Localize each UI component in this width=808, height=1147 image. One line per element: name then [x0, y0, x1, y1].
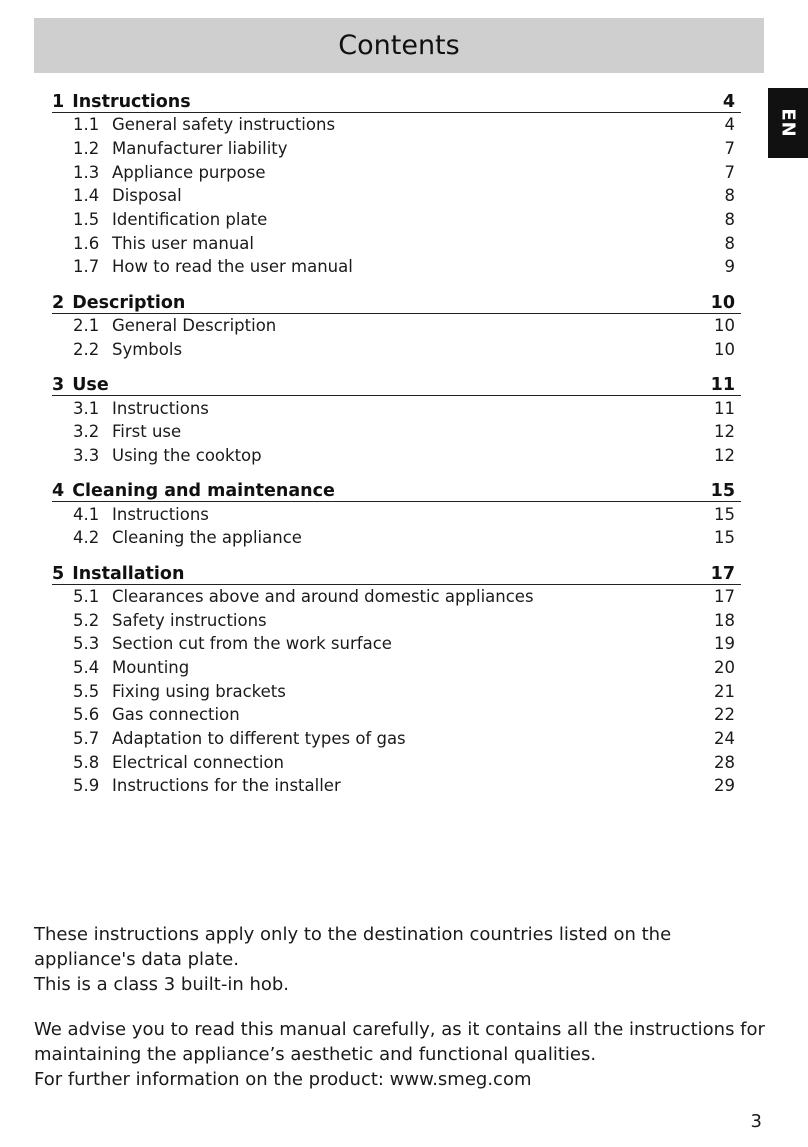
- toc-section-title: Installation: [72, 563, 185, 584]
- toc-item-row[interactable]: [52, 585, 741, 609]
- toc-item-number: 5.9: [73, 776, 100, 796]
- toc-item-title: Manufacturer liability: [112, 139, 288, 159]
- toc-item-number: 5.5: [73, 681, 100, 701]
- toc-item-page: 24: [714, 729, 735, 749]
- toc-item-page: 8: [724, 186, 735, 206]
- toc-section-row[interactable]: [52, 287, 741, 314]
- toc-item-number: 3.3: [73, 445, 100, 465]
- toc-item-page: 10: [714, 339, 735, 359]
- destination-note: These instructions apply only to the destination countries listed on the appliance's data plate.: [34, 924, 672, 970]
- toc-item-title: Instructions: [112, 398, 209, 418]
- toc-item-page: 15: [714, 504, 735, 524]
- toc-item-title: This user manual: [112, 233, 254, 253]
- language-label: EN: [777, 108, 799, 138]
- toc-item-number: 2.2: [73, 339, 100, 359]
- toc-item-title: Clearances above and around domestic appliances: [112, 586, 534, 606]
- toc-item-row[interactable]: [52, 750, 741, 774]
- toc-item-number: 3.1: [73, 398, 100, 418]
- toc-item-page: 21: [714, 681, 735, 701]
- toc-item-row[interactable]: [52, 679, 741, 703]
- toc-section-number: 2: [52, 292, 65, 313]
- toc-item-page: 15: [714, 528, 735, 548]
- toc-item-number: 4.1: [73, 504, 100, 524]
- toc-section-title: Instructions: [72, 92, 191, 112]
- page-title: Contents: [338, 30, 460, 61]
- toc-item-row[interactable]: [52, 338, 741, 362]
- toc-item-page: 9: [724, 257, 735, 277]
- toc-item-number: 1.4: [73, 186, 100, 206]
- page-number: 3: [750, 1111, 762, 1132]
- toc-item-title: Mounting: [112, 658, 190, 678]
- toc-item-title: Identification plate: [112, 210, 268, 230]
- toc-section-row[interactable]: [52, 86, 741, 113]
- toc-item-row[interactable]: [52, 774, 741, 798]
- toc-item-page: 10: [714, 316, 735, 336]
- toc-item-row[interactable]: [52, 208, 741, 232]
- toc-item-number: 1.7: [73, 257, 100, 277]
- toc-item-row[interactable]: [52, 160, 741, 184]
- toc-item-number: 2.1: [73, 316, 100, 336]
- toc-item-title: Electrical connection: [112, 752, 284, 772]
- toc-section-row[interactable]: [52, 558, 741, 585]
- toc-item-title: Cleaning the appliance: [112, 528, 302, 548]
- toc-section-page: 17: [710, 563, 735, 584]
- toc-section-number: 4: [52, 481, 65, 502]
- toc-item-page: 7: [724, 162, 735, 182]
- toc-item-number: 5.3: [73, 634, 100, 654]
- toc-item-page: 17: [714, 586, 735, 606]
- toc-section-page: 15: [710, 481, 735, 502]
- contents-title-bar: [34, 18, 764, 73]
- toc-item-number: 1.5: [73, 210, 100, 230]
- toc-item-row[interactable]: [52, 727, 741, 751]
- toc-item-title: Disposal: [112, 186, 182, 206]
- toc-item-number: 5.1: [73, 586, 100, 606]
- toc-item-title: Instructions: [112, 504, 209, 524]
- toc-item-row[interactable]: [52, 608, 741, 632]
- toc-item-number: 5.8: [73, 752, 100, 772]
- toc-item-number: 1.1: [73, 115, 100, 135]
- toc-item-title: Symbols: [112, 339, 183, 359]
- toc-item-title: General Description: [112, 316, 277, 336]
- toc-item-number: 5.2: [73, 610, 100, 630]
- toc-item-page: 7: [724, 139, 735, 159]
- toc-item-page: 8: [724, 233, 735, 253]
- toc-item-row[interactable]: [52, 656, 741, 680]
- toc-item-page: 12: [714, 445, 735, 465]
- toc-item-title: Safety instructions: [112, 610, 267, 630]
- toc-item-number: 5.7: [73, 729, 100, 749]
- toc-item-row[interactable]: [52, 703, 741, 727]
- advice-note: We advise you to read this manual carefully, as it contains all the instructions for maintaining the appliance’s aesthetic and functional qualities.: [34, 1019, 765, 1065]
- toc-item-title: Adaptation to different types of gas: [112, 729, 406, 749]
- toc-section-title: Description: [72, 292, 186, 313]
- toc-item-row[interactable]: [52, 444, 741, 468]
- toc-item-row[interactable]: [52, 314, 741, 338]
- toc-item-number: 3.2: [73, 422, 100, 442]
- toc-item-title: Instructions for the installer: [112, 776, 341, 796]
- table-of-contents: [52, 86, 741, 798]
- toc-section-page: 11: [710, 375, 735, 396]
- toc-item-number: 5.4: [73, 658, 100, 678]
- toc-item-row[interactable]: [52, 632, 741, 656]
- toc-section-page: 4: [722, 92, 735, 112]
- toc-item-title: Gas connection: [112, 705, 240, 725]
- toc-item-page: 19: [714, 634, 735, 654]
- toc-section-title: Use: [72, 375, 109, 396]
- toc-item-number: 1.3: [73, 162, 100, 182]
- toc-item-row[interactable]: [52, 420, 741, 444]
- toc-section-number: 5: [52, 563, 65, 584]
- toc-item-row[interactable]: [52, 255, 741, 279]
- further-info-note: For further information on the product: www.smeg.com: [34, 1069, 532, 1090]
- toc-item-page: 4: [724, 115, 735, 135]
- toc-item-number: 1.2: [73, 139, 100, 159]
- toc-item-title: General safety instructions: [112, 115, 336, 135]
- toc-item-row[interactable]: [52, 231, 741, 255]
- toc-item-title: First use: [112, 422, 182, 442]
- toc-item-page: 20: [714, 658, 735, 678]
- toc-section-row[interactable]: [52, 475, 741, 502]
- toc-item-number: 5.6: [73, 705, 100, 725]
- toc-item-row[interactable]: [52, 526, 741, 550]
- toc-section-number: 3: [52, 375, 65, 396]
- toc-item-title: Appliance purpose: [112, 162, 266, 182]
- toc-item-row[interactable]: [52, 113, 741, 137]
- toc-item-page: 29: [714, 776, 735, 796]
- toc-section-number: 1: [52, 92, 65, 112]
- toc-item-title: How to read the user manual: [112, 257, 353, 277]
- language-tab: [768, 88, 808, 158]
- toc-item-page: 8: [724, 210, 735, 230]
- toc-item-page: 28: [714, 752, 735, 772]
- toc-section-title: Cleaning and maintenance: [72, 481, 335, 502]
- toc-item-number: 1.6: [73, 233, 100, 253]
- toc-item-row[interactable]: [52, 184, 741, 208]
- toc-item-title: Using the cooktop: [112, 445, 262, 465]
- toc-item-page: 18: [714, 610, 735, 630]
- toc-section-page: 10: [710, 292, 735, 313]
- toc-item-page: 11: [714, 398, 735, 418]
- toc-item-title: Fixing using brackets: [112, 681, 286, 701]
- notes-block: [34, 922, 769, 1092]
- toc-item-page: 12: [714, 422, 735, 442]
- toc-section-row[interactable]: [52, 369, 741, 396]
- toc-item-number: 4.2: [73, 528, 100, 548]
- toc-item-row[interactable]: [52, 396, 741, 420]
- toc-item-row[interactable]: [52, 137, 741, 161]
- toc-item-title: Section cut from the work surface: [112, 634, 392, 654]
- toc-item-page: 22: [714, 705, 735, 725]
- class-note: This is a class 3 built-in hob.: [34, 974, 290, 995]
- toc-item-row[interactable]: [52, 502, 741, 526]
